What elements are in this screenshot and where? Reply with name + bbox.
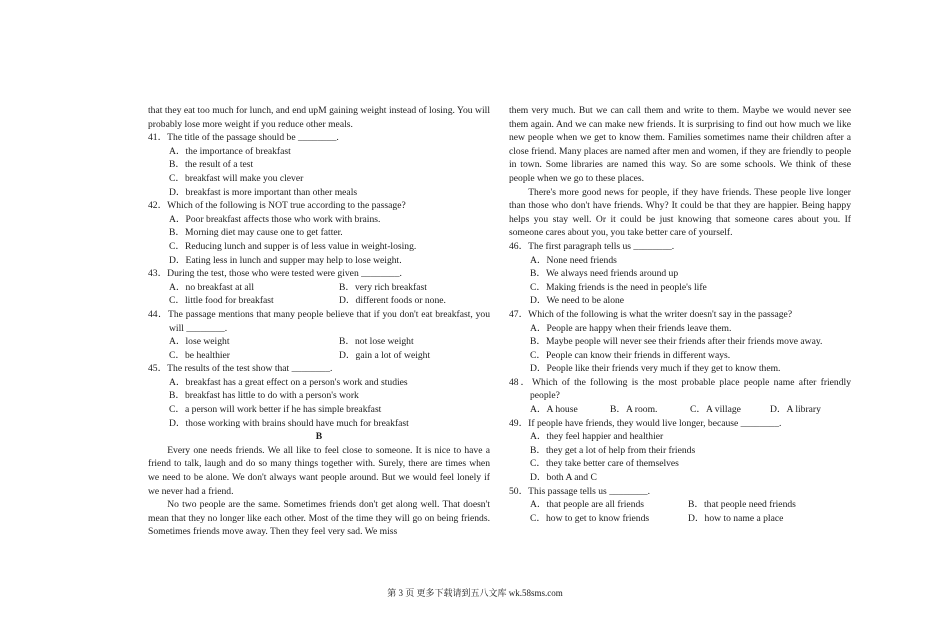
- q47-option-d: D．People like their friends very much if they get to know them.: [530, 363, 781, 375]
- passage-b-paragraph-3: There's more good news for people, if they have friends. These people live longer than those who don't have friends. Why? It could be that they are happier. Being happy helps you stay well. Or it could be just knowing that someone cares about you. If someone cares about you, you take better care of yourself.: [509, 186, 851, 239]
- q43-options-row-2: [148, 294, 490, 308]
- q41-option-a: A．the importance of breakfast: [169, 145, 291, 157]
- q50-option-b: B．that people need friends: [688, 499, 796, 511]
- q47-option-b: B．Maybe people will never see their friends after their friends move away.: [530, 336, 823, 348]
- q50-options-row-2: [509, 512, 851, 526]
- q49-option-a: A．they feel happier and healthier: [530, 431, 664, 443]
- q41-option-d: D．breakfast is more important than other meals: [169, 186, 358, 198]
- question-49: 49．If people have friends, they would live longer, because ________.: [509, 417, 782, 429]
- right-column: [509, 104, 851, 525]
- page-footer: 第 3 页 更多下载请到五八文库 wk.58sms.com: [387, 588, 563, 598]
- question-45: 45．The results of the test show that ________.: [148, 363, 333, 375]
- q50-option-c: C．how to get to know friends: [530, 512, 650, 524]
- q44-option-c: C．be healthier: [169, 349, 231, 361]
- question-48: 48．Which of the following is the most probable place people name after friendly people?: [509, 376, 851, 402]
- section-heading-b: B: [315, 431, 323, 443]
- q48-option-c: C．A village: [690, 404, 741, 416]
- q45-option-b: B．breakfast has little to do with a person's work: [169, 390, 359, 402]
- passage-b-paragraph-2: No two people are the same. Sometimes friends don't get along well. That doesn't mean that they no longer like each other. Most of the time they will go on being friends. Sometimes friends move away. Then they feel very sad. We miss: [148, 499, 490, 538]
- passage-a-ending: that they eat too much for lunch, and end upM gaining weight instead of losing. You will probably lose more weight if you reduce other meals.: [148, 105, 490, 130]
- q46-option-b: B．We always need friends around up: [530, 268, 679, 280]
- q43-option-b: B．very rich breakfast: [339, 281, 427, 293]
- passage-b-paragraph-1: Every one needs friends. We all like to feel close to someone. It is nice to have a friend to talk, laugh and do so many things together with. Surely, there are times when we need to be alone. We don't always want people around. But we would feel lonely if we never had a friend.: [148, 444, 490, 497]
- q47-option-a: A．People are happy when their friends leave them.: [530, 322, 732, 334]
- q47-option-c: C．People can know their friends in different ways.: [530, 349, 731, 361]
- q44-option-b: B．not lose weight: [339, 336, 414, 348]
- q44-option-d: D．gain a lot of weight: [339, 349, 431, 361]
- q44-options-row-2: [148, 349, 490, 363]
- q44-options-row-1: [148, 335, 490, 349]
- question-50: 50．This passage tells us ________.: [509, 485, 650, 497]
- q45-option-d: D．those working with brains should have much for breakfast: [169, 417, 409, 429]
- q43-option-d: D．different foods or none.: [339, 295, 446, 307]
- q48-option-a: A．A house: [530, 404, 578, 416]
- q45-option-a: A．breakfast has a great effect on a person's work and studies: [169, 376, 408, 388]
- q49-option-b: B．they get a lot of help from their friends: [530, 444, 696, 456]
- q42-option-d: D．Eating less in lunch and supper may help to lose weight.: [169, 254, 402, 266]
- q46-option-c: C．Making friends is the need in people's life: [530, 281, 707, 293]
- q43-options-row-1: [148, 281, 490, 295]
- q42-option-a: A．Poor breakfast affects those who work with brains.: [169, 213, 381, 225]
- q48-option-b: B．A room.: [610, 404, 658, 416]
- q48-option-d: D．A library: [770, 404, 821, 416]
- q50-options-row-1: [509, 498, 851, 512]
- q46-option-d: D．We need to be alone: [530, 295, 625, 307]
- q50-option-a: A．that people are all friends: [530, 499, 645, 511]
- q50-option-d: D．how to name a place: [688, 512, 784, 524]
- question-47: 47．Which of the following is what the writer doesn't say in the passage?: [509, 308, 793, 320]
- question-43: 43．During the test, those who were tested were given ________.: [148, 268, 402, 280]
- q43-option-a: A．no breakfast at all: [169, 281, 254, 293]
- q44-option-a: A．lose weight: [169, 336, 230, 348]
- question-44: 44．The passage mentions that many people believe that if you don't eat breakfast, you will ________.: [148, 308, 490, 334]
- q43-option-c: C．little food for breakfast: [169, 295, 274, 307]
- q42-option-c: C．Reducing lunch and supper is of less value in weight-losing.: [169, 240, 417, 252]
- q41-option-b: B．the result of a test: [169, 159, 254, 171]
- q42-option-b: B．Morning diet may cause one to get fatter.: [169, 227, 343, 239]
- question-41: 41．The title of the passage should be ________.: [148, 132, 339, 144]
- question-42: 42．Which of the following is NOT true according to the passage?: [148, 200, 406, 212]
- q49-option-d: D．both A and C: [530, 472, 597, 484]
- question-46: 46．The first paragraph tells us ________.: [509, 240, 675, 252]
- q45-option-c: C．a person will work better if he has simple breakfast: [169, 404, 382, 416]
- q48-options-row: [509, 403, 851, 417]
- q49-option-c: C．they take better care of themselves: [530, 458, 679, 470]
- q46-option-a: A．None need friends: [530, 254, 617, 266]
- q41-option-c: C．breakfast will make you clever: [169, 172, 304, 184]
- passage-b-paragraph-2-continued: them very much. But we can call them and write to them. Maybe we would never see them again. And we can make new friends. It is surprising to find out how much we like new people when we get to know them. Families sometimes name their children after a close friend. Many places are named after men and women, if they are friendly to people in town. Some libraries are named this way. So are some schools. We think of these people when we go to these places.: [509, 105, 851, 184]
- left-column: [148, 104, 490, 539]
